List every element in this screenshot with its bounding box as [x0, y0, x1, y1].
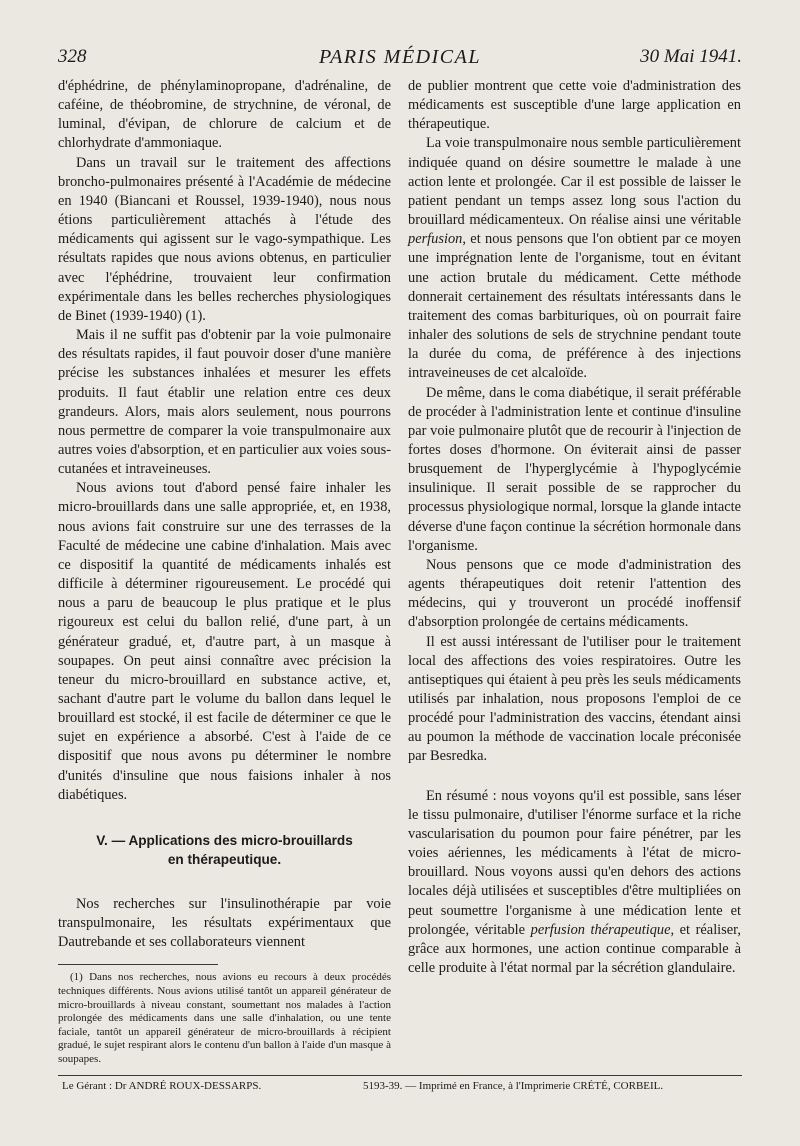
footnote: (1) Dans nos recherches, nous avions eu recours à deux procédés techniques différents. Nous avions utilisé tantôt un appareil générateur de micro-brouillards à niveau constant, soumettant nos malades à l'action prolongée des médicaments dans une salle d'inhalation, ou une tente faciale, tantôt un appareil générateur de micro-brouillards à récipient gradué, le sujet respirant alors le contenu d'un ballon à l'aide d'un masque à soupapes. [58, 971, 391, 1065]
left-column [58, 77, 391, 1067]
section-heading [58, 831, 391, 869]
section-heading-line: V. — Applications des micro-brouillards [96, 832, 353, 848]
emphasis: perfusion thérapeutique [530, 921, 671, 938]
text-run: , et nous pensons que l'on obtient par ce moyen une imprégnation lente de l'organisme, tout en évitant une action brutale du médicament. Cette méthode donnerait certainement des résultats intéressants dans le traitement des comas barbituriques, où on pourrait faire inhaler des solutions de sels de strychnine pendant toute la durée du coma, de préférence à des injections intraveineuses de cet alcaloïde. [408, 231, 741, 382]
paragraph: Dans un travail sur le traitement des affections broncho-pulmonaires présenté à l'Académie de médecine en 1940 (Biancani et Roussel, 1939-1940), nous nous étions particulièrement attachés à l'étude des médicaments qui agissent sur le vago-sympathique. Les résultats rapides que nous avions obtenus, en particulier avec l'éphédrine, trouvaient leur confirmation expérimentale dans les belles recherches physiologiques de Binet (1939-1940) (1). [58, 154, 391, 324]
paragraph: Il est aussi intéressant de l'utiliser pour le traitement local des affections des voies respiratoires. Outre les antiseptiques qui étaient à peu près les seuls médicaments utilisés par inhalation, nous proposons l'emploi de ce procédé pour l'administration des vaccins, étendant ainsi au poumon la méthode de vaccination locale préconisée par Besredka. [408, 633, 741, 765]
journal-title: PARIS MÉDICAL [319, 46, 481, 68]
printer-line: 5193-39. — Imprimé en France, à l'Imprimerie CRÉTÉ, CORBEIL. [363, 1080, 664, 1092]
paragraph: De même, dans le coma diabétique, il serait préférable de procéder à l'administration lente et continue d'insuline par voie pulmonaire plutôt que de recourir à l'injection de fortes doses d'hormone. On éviterait ainsi de passer brusquement de l'hyperglycémie à l'hypoglycémie insulinique. Il serait possible de se rapprocher du processus physiologique normal, lorsque la glande intacte déverse d'une façon continue la sécrétion hormonale dans l'organisme. [408, 384, 741, 554]
footnote-rule [58, 964, 218, 965]
paragraph: Mais il ne suffit pas d'obtenir par la voie pulmonaire des résultats rapides, il faut pouvoir doser d'une manière précise les substances inhalées et mesurer les effets produits. Il faut établir une relation entre ces deux grandeurs. Alors, mais alors seulement, nous pourrons nous permettre de comparer la voie transpulmonaire aux autres voies d'absorption, et en particulier aux voies sous-cutanées et intraveineuses. [58, 327, 391, 478]
page-number: 328 [58, 46, 87, 67]
paragraph [408, 134, 741, 383]
paragraph: d'éphédrine, de phénylaminopropane, d'adrénaline, de caféine, de théobromine, de strychnine, de véronal, de luminal, d'évipan, de chlorure de calcium et de chlorhydrate d'ammoniaque. [58, 78, 391, 152]
section-heading-line: en thérapeutique. [167, 851, 282, 867]
page-footer [58, 1075, 742, 1092]
text-run: En résumé : nous voyons qu'il est possible, sans léser le tissu pulmonaire, d'utiliser l'énorme surface et la riche vascularisation du poumon pour faire pénétrer, par les voies aériennes, les médicaments à l'état de micro-brouillard. Nous voyons aussi qu'en dehors des actions locales déjà utilisées et susceptibles d'être multipliées on peut soumettre l'organisme à une médication lente et prolongée, véritable [408, 787, 741, 938]
paragraph: Nous pensons que ce mode d'administration des agents thérapeutiques doit retenir l'attention des médecins, qui y trouveront un procédé inoffensif d'absorption prolongée de certains médicaments. [408, 556, 741, 631]
emphasis: perfusion [408, 231, 463, 248]
spacer [408, 767, 741, 787]
right-column [408, 77, 741, 978]
paragraph: Nos recherches sur l'insulinothérapie par voie transpulmonaire, les résultats expérimentaux que Dautrebande et ses collaborateurs viennent [58, 895, 391, 951]
gerant-line: Le Gérant : Dr ANDRÉ ROUX-DESSARPS. [62, 1080, 262, 1092]
running-header [58, 46, 742, 72]
paragraph: Nous avions tout d'abord pensé faire inhaler les micro-brouillards dans une salle appropriée, et, en 1938, nous avions fait construire sur une des terrasses de la Faculté de médecine une cabine d'inhalation. Mais avec ce dispositif la quantité de médicaments inhalés est difficile à déterminer rigoureusement. Le procédé qui nous a paru de beaucoup le plus pratique et le plus rigoureux est celui du ballon relié, d'une part, à un générateur gradué, et, d'autre part, à un masque à soupapes. On peut ainsi connaître avec précision la teneur du micro-brouillard en substance active, et, sachant d'autre part le volume du ballon dans lequel le brouillard est stocké, il est facile de déterminer ce que le sujet en expérience a absorbé. C'est à l'aide de ce dispositif que nous avons pu déterminer le nombre d'unités d'insuline que nous faisions inhaler à nos diabétiques. [58, 480, 391, 803]
paragraph: de publier montrent que cette voie d'administration des médicaments est susceptible d'une large application en thérapeutique. [408, 78, 741, 133]
text-run: La voie transpulmonaire nous semble particulièrement indiquée quand on désire soumettre le malade à une action lente et prolongée. Car il est possible de laisser le patient pendant un temps assez long sous l'action du brouillard médicamenteux. On réalise ainsi une véritable [408, 135, 741, 229]
text-run: , et réaliser, grâce aux hormones, une action continue comparable à celle produite à l'état normal par la sécrétion glandulaire. [408, 921, 741, 977]
paragraph [408, 787, 741, 979]
issue-date: 30 Mai 1941. [640, 46, 742, 67]
